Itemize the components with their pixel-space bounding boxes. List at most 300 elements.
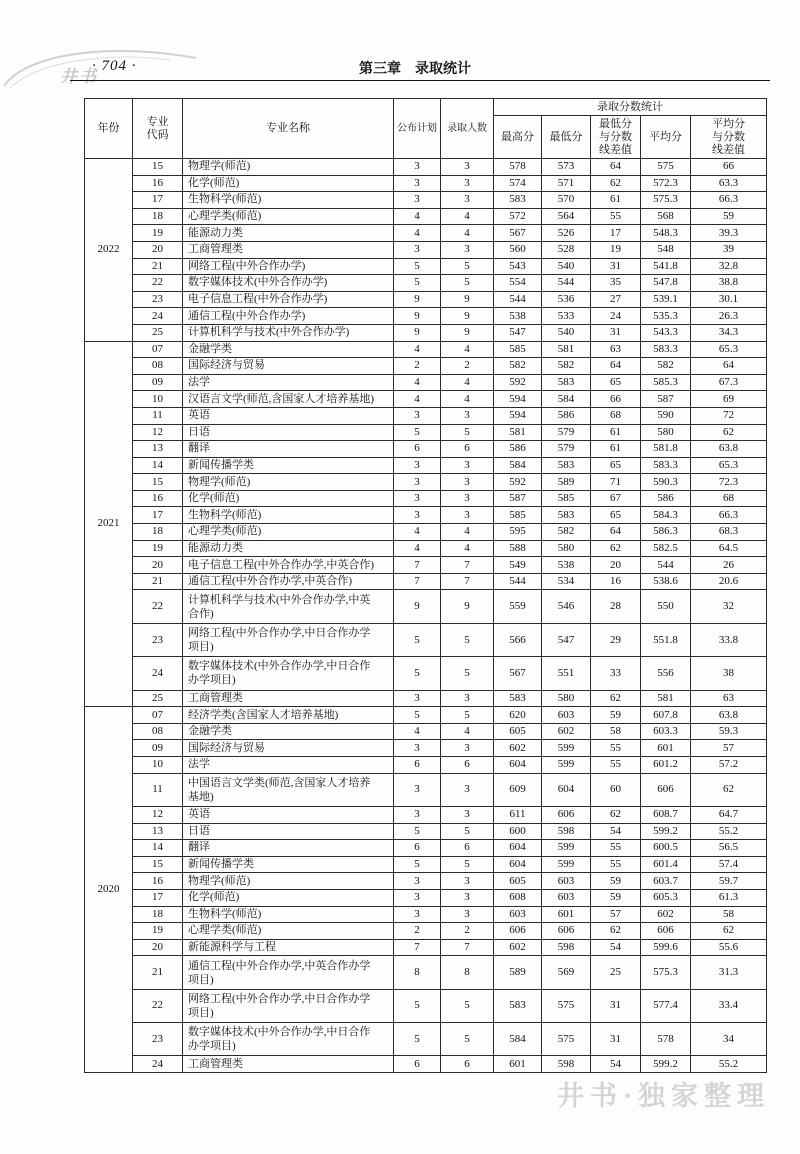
table-row <box>85 324 767 341</box>
table-row <box>85 391 767 408</box>
min-score-cell: 536 <box>542 291 591 308</box>
plan-cell: 3 <box>394 507 441 524</box>
admitted-cell: 6 <box>441 1056 494 1073</box>
min-diff-cell: 16 <box>591 573 641 590</box>
table-row <box>85 308 767 325</box>
max-score-cell: 592 <box>494 474 542 491</box>
major-name-cell <box>183 657 394 690</box>
min-diff-cell: 60 <box>591 773 641 806</box>
table-row <box>85 424 767 441</box>
major-name-cell <box>183 192 394 209</box>
major-name-text: 经济学类(含国家人才培养基地) <box>188 708 339 721</box>
table-row <box>85 524 767 541</box>
min-diff-cell: 59 <box>591 707 641 724</box>
major-name-text: 金融学类 <box>188 342 232 355</box>
table-row <box>85 906 767 923</box>
code-cell: 23 <box>133 623 183 656</box>
major-name-cell <box>183 1023 394 1056</box>
avg-diff-cell: 64.5 <box>691 540 767 557</box>
major-name-cell <box>183 856 394 873</box>
table-row <box>85 374 767 391</box>
plan-cell: 4 <box>394 723 441 740</box>
avg-score-cell: 587 <box>641 391 691 408</box>
min-score-cell: 602 <box>542 723 591 740</box>
avg-score-cell: 550 <box>641 590 691 623</box>
max-score-cell: 543 <box>494 258 542 275</box>
max-score-cell: 602 <box>494 740 542 757</box>
admitted-cell: 3 <box>441 773 494 806</box>
min-score-cell: 606 <box>542 923 591 940</box>
max-score-cell: 584 <box>494 1023 542 1056</box>
plan-cell: 3 <box>394 407 441 424</box>
avg-diff-cell: 38 <box>691 657 767 690</box>
code-cell: 14 <box>133 457 183 474</box>
avg-score-cell: 601 <box>641 740 691 757</box>
plan-cell: 4 <box>394 374 441 391</box>
admitted-cell: 4 <box>441 540 494 557</box>
avg-diff-cell: 55.6 <box>691 939 767 956</box>
plan-cell: 5 <box>394 989 441 1022</box>
min-score-cell: 585 <box>542 490 591 507</box>
code-cell: 15 <box>133 856 183 873</box>
plan-cell: 3 <box>394 740 441 757</box>
header-score-stats: 录取分数统计 <box>494 99 767 116</box>
max-score-cell: 588 <box>494 540 542 557</box>
table-row <box>85 657 767 690</box>
admitted-cell: 4 <box>441 524 494 541</box>
major-name-text: 生物科学(师范) <box>188 907 262 920</box>
avg-score-cell: 556 <box>641 657 691 690</box>
code-cell: 12 <box>133 424 183 441</box>
min-diff-cell: 67 <box>591 490 641 507</box>
code-cell: 13 <box>133 823 183 840</box>
admitted-cell: 3 <box>441 175 494 192</box>
major-name-cell <box>183 1056 394 1073</box>
max-score-cell: 605 <box>494 723 542 740</box>
major-name-cell <box>183 690 394 707</box>
admitted-cell: 4 <box>441 391 494 408</box>
major-name-text: 生物科学(师范) <box>188 508 262 521</box>
min-diff-cell: 62 <box>591 540 641 557</box>
avg-score-cell: 539.1 <box>641 291 691 308</box>
min-score-cell: 581 <box>542 341 591 358</box>
min-diff-cell: 33 <box>591 657 641 690</box>
header-plan <box>394 99 441 159</box>
admitted-cell: 3 <box>441 192 494 209</box>
major-name-cell <box>183 989 394 1022</box>
table-row <box>85 159 767 176</box>
admitted-cell: 3 <box>441 873 494 890</box>
min-diff-cell: 55 <box>591 756 641 773</box>
min-score-cell: 598 <box>542 823 591 840</box>
table-body <box>85 159 767 1073</box>
admitted-cell: 9 <box>441 590 494 623</box>
admitted-cell: 6 <box>441 840 494 857</box>
admitted-cell: 2 <box>441 923 494 940</box>
major-name-text: 网络工程(中外合作办学,中日合作办学项目) <box>188 627 371 654</box>
min-score-cell: 570 <box>542 192 591 209</box>
plan-cell: 4 <box>394 208 441 225</box>
max-score-cell: 604 <box>494 856 542 873</box>
major-name-text: 工商管理类 <box>188 691 243 704</box>
avg-score-cell: 599.6 <box>641 939 691 956</box>
avg-score-cell: 601.4 <box>641 856 691 873</box>
admitted-cell: 5 <box>441 989 494 1022</box>
min-diff-cell: 57 <box>591 906 641 923</box>
plan-cell: 3 <box>394 474 441 491</box>
code-cell: 25 <box>133 324 183 341</box>
table-row <box>85 573 767 590</box>
plan-cell: 3 <box>394 773 441 806</box>
major-name-cell <box>183 341 394 358</box>
code-cell: 21 <box>133 573 183 590</box>
max-score-cell: 586 <box>494 441 542 458</box>
avg-diff-cell: 63.8 <box>691 441 767 458</box>
min-score-cell: 606 <box>542 806 591 823</box>
admitted-cell: 3 <box>441 159 494 176</box>
min-score-cell: 599 <box>542 756 591 773</box>
table-row <box>85 690 767 707</box>
max-score-cell: 581 <box>494 424 542 441</box>
code-cell: 20 <box>133 557 183 574</box>
header-min-diff-label: 最低分与分数线差值 <box>599 117 632 156</box>
admitted-cell: 3 <box>441 474 494 491</box>
major-name-cell <box>183 225 394 242</box>
admitted-cell: 4 <box>441 208 494 225</box>
avg-score-cell: 548 <box>641 241 691 258</box>
major-name-text: 日语 <box>188 425 210 438</box>
min-diff-cell: 35 <box>591 275 641 292</box>
avg-diff-cell: 59 <box>691 208 767 225</box>
plan-cell: 4 <box>394 341 441 358</box>
min-diff-cell: 62 <box>591 175 641 192</box>
max-score-cell: 592 <box>494 374 542 391</box>
admitted-cell: 3 <box>441 740 494 757</box>
major-name-text: 法学 <box>188 758 210 771</box>
max-score-cell: 604 <box>494 756 542 773</box>
code-cell: 16 <box>133 873 183 890</box>
min-score-cell: 604 <box>542 773 591 806</box>
avg-diff-cell: 34.3 <box>691 324 767 341</box>
major-name-cell <box>183 939 394 956</box>
major-name-cell <box>183 623 394 656</box>
max-score-cell: 547 <box>494 324 542 341</box>
min-diff-cell: 55 <box>591 856 641 873</box>
max-score-cell: 574 <box>494 175 542 192</box>
admission-stats-table <box>84 98 767 1073</box>
year-cell: 2020 <box>85 707 133 1073</box>
major-name-cell <box>183 573 394 590</box>
min-score-cell: 582 <box>542 358 591 375</box>
major-name-text: 通信工程(中外合作办学,中英合作办学项目) <box>188 959 371 986</box>
major-name-cell <box>183 474 394 491</box>
plan-cell: 6 <box>394 756 441 773</box>
plan-cell: 4 <box>394 524 441 541</box>
avg-diff-cell: 65.3 <box>691 341 767 358</box>
plan-cell: 4 <box>394 225 441 242</box>
min-score-cell: 528 <box>542 241 591 258</box>
major-name-text: 生物科学(师范) <box>188 193 262 206</box>
header-code <box>133 99 183 159</box>
min-score-cell: 540 <box>542 324 591 341</box>
plan-cell: 4 <box>394 391 441 408</box>
code-cell: 25 <box>133 690 183 707</box>
admitted-cell: 3 <box>441 457 494 474</box>
max-score-cell: 585 <box>494 507 542 524</box>
avg-diff-cell: 20.6 <box>691 573 767 590</box>
admitted-cell: 4 <box>441 723 494 740</box>
table-row <box>85 540 767 557</box>
min-diff-cell: 59 <box>591 889 641 906</box>
avg-score-cell: 543.3 <box>641 324 691 341</box>
table-row <box>85 1023 767 1056</box>
admitted-cell: 3 <box>441 690 494 707</box>
min-diff-cell: 63 <box>591 341 641 358</box>
min-diff-cell: 19 <box>591 241 641 258</box>
code-cell: 24 <box>133 657 183 690</box>
table-row <box>85 507 767 524</box>
max-score-cell: 594 <box>494 407 542 424</box>
major-name-cell <box>183 873 394 890</box>
avg-diff-cell: 38.8 <box>691 275 767 292</box>
admitted-cell: 4 <box>441 341 494 358</box>
avg-diff-cell: 33.8 <box>691 623 767 656</box>
plan-cell: 3 <box>394 889 441 906</box>
avg-score-cell: 583.3 <box>641 341 691 358</box>
code-cell: 18 <box>133 208 183 225</box>
code-cell: 20 <box>133 241 183 258</box>
header-year: 年份 <box>85 99 133 159</box>
avg-score-cell: 581 <box>641 690 691 707</box>
max-score-cell: 600 <box>494 823 542 840</box>
code-cell: 16 <box>133 175 183 192</box>
min-diff-cell: 61 <box>591 441 641 458</box>
min-diff-cell: 71 <box>591 474 641 491</box>
major-name-text: 通信工程(中外合作办学) <box>188 309 306 322</box>
major-name-text: 物理学(师范) <box>188 160 251 173</box>
avg-diff-cell: 30.1 <box>691 291 767 308</box>
admitted-cell: 7 <box>441 573 494 590</box>
avg-score-cell: 535.3 <box>641 308 691 325</box>
code-cell: 07 <box>133 707 183 724</box>
header-admitted-label: 录取人数 <box>447 123 487 134</box>
major-name-text: 国际经济与贸易 <box>188 741 265 754</box>
min-score-cell: 603 <box>542 889 591 906</box>
footer-watermark: 井书·独家整理 <box>556 1081 770 1111</box>
header-code-label: 专业代码 <box>146 115 169 141</box>
code-cell: 17 <box>133 192 183 209</box>
avg-score-cell: 548.3 <box>641 225 691 242</box>
min-score-cell: 599 <box>542 856 591 873</box>
min-score-cell: 598 <box>542 939 591 956</box>
min-diff-cell: 31 <box>591 989 641 1022</box>
admitted-cell: 2 <box>441 358 494 375</box>
brand-logo: 井书 <box>60 67 98 87</box>
table-row <box>85 291 767 308</box>
max-score-cell: 549 <box>494 557 542 574</box>
major-name-cell <box>183 241 394 258</box>
code-cell: 22 <box>133 275 183 292</box>
major-name-cell <box>183 840 394 857</box>
table-row <box>85 623 767 656</box>
max-score-cell: 602 <box>494 939 542 956</box>
avg-diff-cell: 32 <box>691 590 767 623</box>
min-score-cell: 534 <box>542 573 591 590</box>
code-cell: 17 <box>133 507 183 524</box>
plan-cell: 3 <box>394 490 441 507</box>
plan-cell: 6 <box>394 840 441 857</box>
major-name-text: 翻译 <box>188 841 210 854</box>
max-score-cell: 583 <box>494 192 542 209</box>
max-score-cell: 583 <box>494 690 542 707</box>
min-score-cell: 586 <box>542 407 591 424</box>
table-row <box>85 241 767 258</box>
avg-diff-cell: 68 <box>691 490 767 507</box>
plan-cell: 3 <box>394 159 441 176</box>
plan-cell: 7 <box>394 573 441 590</box>
plan-cell: 4 <box>394 540 441 557</box>
table-header <box>85 99 767 159</box>
min-score-cell: 598 <box>542 1056 591 1073</box>
min-diff-cell: 24 <box>591 308 641 325</box>
admitted-cell: 9 <box>441 308 494 325</box>
min-diff-cell: 65 <box>591 374 641 391</box>
major-name-cell <box>183 707 394 724</box>
major-name-text: 汉语言文学(师范,含国家人才培养基地) <box>188 392 375 405</box>
min-diff-cell: 28 <box>591 590 641 623</box>
avg-diff-cell: 67.3 <box>691 374 767 391</box>
major-name-cell <box>183 557 394 574</box>
avg-score-cell: 605.3 <box>641 889 691 906</box>
major-name-text: 化学(师范) <box>188 492 240 505</box>
plan-cell: 2 <box>394 923 441 940</box>
major-name-text: 计算机科学与技术(中外合作办学,中英合作) <box>188 593 371 620</box>
avg-diff-cell: 57 <box>691 740 767 757</box>
table-row <box>85 873 767 890</box>
min-score-cell: 580 <box>542 690 591 707</box>
table-row <box>85 823 767 840</box>
avg-score-cell: 603.3 <box>641 723 691 740</box>
major-name-text: 化学(师范) <box>188 891 240 904</box>
min-score-cell: 533 <box>542 308 591 325</box>
min-score-cell: 547 <box>542 623 591 656</box>
avg-diff-cell: 69 <box>691 391 767 408</box>
max-score-cell: 583 <box>494 989 542 1022</box>
table-row <box>85 989 767 1022</box>
header-max-score: 最高分 <box>494 116 542 159</box>
major-name-text: 数字媒体技术(中外合作办学,中日合作办学项目) <box>188 1026 371 1053</box>
admitted-cell: 4 <box>441 225 494 242</box>
avg-diff-cell: 65.3 <box>691 457 767 474</box>
min-diff-cell: 64 <box>591 358 641 375</box>
max-score-cell: 605 <box>494 873 542 890</box>
min-score-cell: 526 <box>542 225 591 242</box>
avg-diff-cell: 59.3 <box>691 723 767 740</box>
table-row <box>85 806 767 823</box>
table-row <box>85 1056 767 1073</box>
max-score-cell: 544 <box>494 291 542 308</box>
major-name-text: 心理学类(师范) <box>188 525 262 538</box>
max-score-cell: 594 <box>494 391 542 408</box>
admitted-cell: 5 <box>441 657 494 690</box>
major-name-text: 翻译 <box>188 442 210 455</box>
min-diff-cell: 58 <box>591 723 641 740</box>
min-diff-cell: 59 <box>591 873 641 890</box>
avg-score-cell: 582 <box>641 358 691 375</box>
major-name-text: 法学 <box>188 376 210 389</box>
code-cell: 24 <box>133 308 183 325</box>
major-name-text: 网络工程(中外合作办学) <box>188 259 306 272</box>
avg-score-cell: 575.3 <box>641 956 691 989</box>
year-cell: 2022 <box>85 159 133 342</box>
max-score-cell: 608 <box>494 889 542 906</box>
admitted-cell: 5 <box>441 856 494 873</box>
table-row <box>85 474 767 491</box>
min-diff-cell: 61 <box>591 192 641 209</box>
major-name-cell <box>183 889 394 906</box>
min-score-cell: 601 <box>542 906 591 923</box>
table-row <box>85 490 767 507</box>
major-name-cell <box>183 723 394 740</box>
max-score-cell: 589 <box>494 956 542 989</box>
max-score-cell: 567 <box>494 657 542 690</box>
code-cell: 18 <box>133 906 183 923</box>
table-row <box>85 723 767 740</box>
plan-cell: 3 <box>394 457 441 474</box>
year-cell: 2021 <box>85 341 133 707</box>
avg-diff-cell: 39 <box>691 241 767 258</box>
major-name-cell <box>183 773 394 806</box>
code-cell: 22 <box>133 989 183 1022</box>
min-score-cell: 599 <box>542 840 591 857</box>
table-row <box>85 856 767 873</box>
min-score-cell: 538 <box>542 557 591 574</box>
min-diff-cell: 54 <box>591 1056 641 1073</box>
major-name-text: 日语 <box>188 824 210 837</box>
avg-score-cell: 584.3 <box>641 507 691 524</box>
max-score-cell: 544 <box>494 573 542 590</box>
avg-score-cell: 572.3 <box>641 175 691 192</box>
major-name-text: 中国语言文学类(师范,含国家人才培养基地) <box>188 776 371 803</box>
major-name-text: 工商管理类 <box>188 1057 243 1070</box>
table-row <box>85 923 767 940</box>
max-score-cell: 554 <box>494 275 542 292</box>
min-diff-cell: 27 <box>591 291 641 308</box>
code-cell: 24 <box>133 1056 183 1073</box>
min-score-cell: 544 <box>542 275 591 292</box>
admitted-cell: 3 <box>441 407 494 424</box>
max-score-cell: 538 <box>494 308 542 325</box>
table-row <box>85 175 767 192</box>
major-name-text: 能源动力类 <box>188 541 243 554</box>
avg-score-cell: 599.2 <box>641 823 691 840</box>
max-score-cell: 578 <box>494 159 542 176</box>
code-cell: 10 <box>133 391 183 408</box>
table-row <box>85 756 767 773</box>
major-name-text: 计算机科学与技术(中外合作办学) <box>188 326 350 339</box>
table-row <box>85 341 767 358</box>
code-cell: 21 <box>133 258 183 275</box>
max-score-cell: 582 <box>494 358 542 375</box>
major-name-cell <box>183 291 394 308</box>
code-cell: 16 <box>133 490 183 507</box>
table-row <box>85 258 767 275</box>
plan-cell: 5 <box>394 424 441 441</box>
code-cell: 14 <box>133 840 183 857</box>
code-cell: 21 <box>133 956 183 989</box>
admitted-cell: 6 <box>441 756 494 773</box>
avg-diff-cell: 66.3 <box>691 507 767 524</box>
